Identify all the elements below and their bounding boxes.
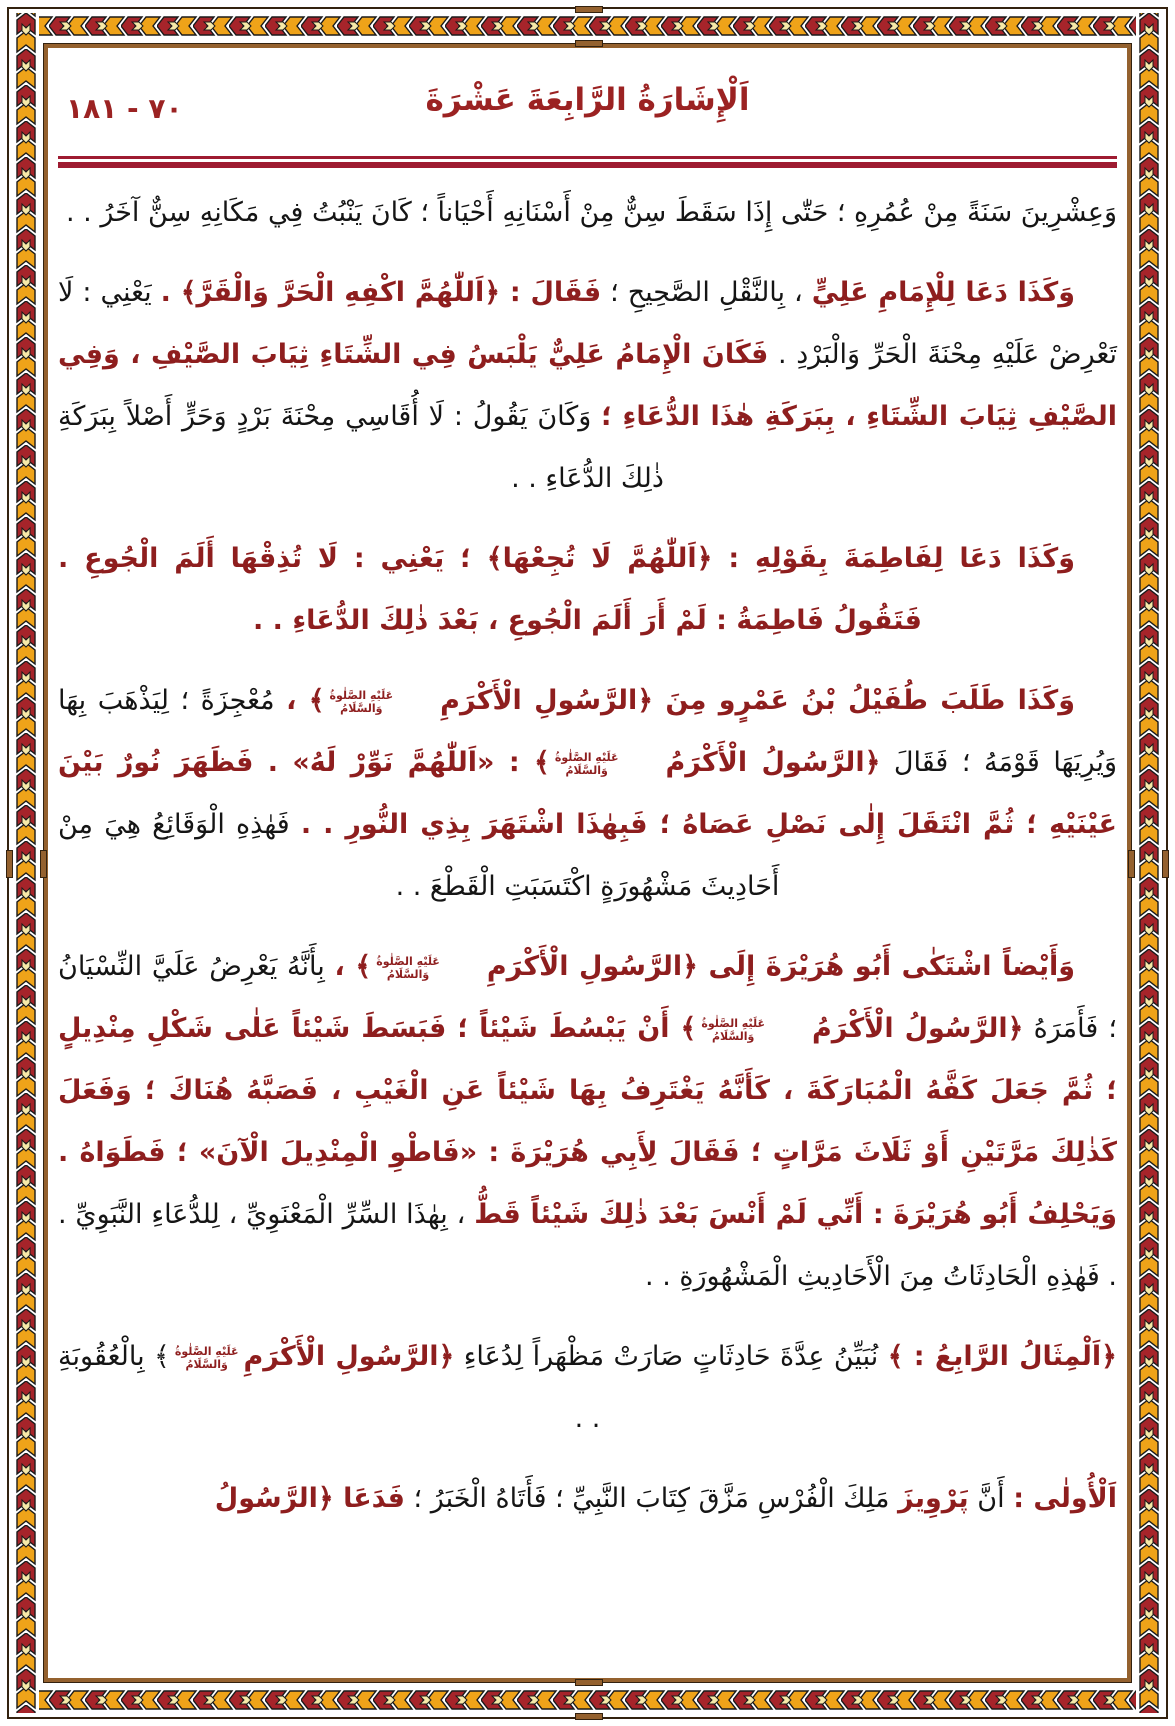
double-rule-divider <box>58 156 1117 168</box>
text-run: ﴾ ، <box>334 951 372 982</box>
chain-pattern-icon <box>13 1687 1162 1713</box>
page-title: اَلْإِشَارَةُ الرَّابِعَةَ عَشْرَةَ <box>425 82 750 118</box>
paragraph <box>58 1468 1117 1530</box>
paragraph <box>58 528 1117 652</box>
ornament-band-bottom <box>13 1687 1162 1713</box>
chain-pattern-icon <box>1136 13 1162 1713</box>
text-run: ، بِالنَّقْلِ الصَّحِيحِ ؛ <box>601 277 812 308</box>
page-number: ٧٠ - ١٨١ <box>66 92 183 125</box>
text-run: أَنَّ <box>968 1483 1014 1514</box>
text-run: ﴿اَلْمِثَالُ الرَّابِعُ : ﴾ <box>887 1341 1117 1372</box>
text-run: ﴾ ، <box>286 685 325 716</box>
chain-pattern-icon <box>13 13 39 1713</box>
page-header <box>58 68 1117 146</box>
ornament-band-right <box>1136 13 1162 1713</box>
text-run: فَدَعَا ﴿الرَّسُولُ <box>214 1483 405 1514</box>
text-run: مَلِكَ الْفُرْسِ مَزَّقَ كِتَابَ النَّبِيِّ ؛ فَأَتَاهُ الْخَبَرُ ؛ <box>404 1483 899 1514</box>
text-run: وَكَذَا دَعَا لِفَاطِمَةَ بِقَوْلِهِ : ﴿اَللّٰهُمَّ لَا تُجِعْهَا﴾ ؛ يَعْنِي : لَا تُذِقْهَا أَلَمَ الْجُوعِ . فَتَقُولُ فَاطِمَةُ : لَمْ أَرَ أَلَمَ الْجُوعِ ، بَعْدَ ذٰلِكَ الدُّعَاءِ . . <box>58 543 1075 636</box>
salawat-mark: عَلَيْهِ الصَّلٰوةُ وَالسَّلَامُ <box>376 954 440 981</box>
paragraph <box>58 1326 1117 1450</box>
text-run: يَعْنِي : لَا تَعْرِضْ عَلَيْهِ مِحْنَةَ الْحَرِّ وَالْبَرْدِ . <box>58 277 1118 370</box>
text-run: وَأَيْضاً اشْتَكٰى أَبُو هُرَيْرَةَ إِلَى ﴿الرَّسُولِ الْأَكْرَمِ <box>486 951 1075 982</box>
text-run: فَهٰذِهِ الْوَقَائِعُ هِيَ مِنْ أَحَادِيثَ مَشْهُورَةٍ اكْتَسَبَتِ الْقَطْعَ . . <box>58 809 780 902</box>
text-run: وَعِشْرِينَ سَنَةً مِنْ عُمُرِهِ ؛ حَتّٰى إِذَا سَقَطَ سِنٌّ مِنْ أَسْنَانِهِ أَحْيَاناً ؛ كَانَ يَنْبُتُ فِي مَكَانِهِ سِنٌّ آخَرُ . . <box>66 197 1117 228</box>
ornament-band-left <box>13 13 39 1713</box>
text-run: وَكَذَا طَلَبَ طُفَيْلُ بْنُ عَمْرٍو مِنَ ﴿الرَّسُولِ الْأَكْرَمِ <box>440 685 1075 716</box>
frame-tab-icon <box>575 40 603 47</box>
text-run: ﴾ بِالْعُقُوبَةِ . . <box>58 1341 601 1434</box>
text-run: پَرْوِيزَ <box>898 1483 969 1514</box>
body-text <box>58 182 1117 1530</box>
frame-tab-icon <box>575 6 603 13</box>
salawat-mark: عَلَيْهِ الصَّلٰوةُ وَالسَّلَامُ <box>174 1344 239 1371</box>
salawat-mark: عَلَيْهِ الصَّلٰوةُ وَالسَّلَامُ <box>554 750 619 777</box>
paragraph <box>58 182 1117 244</box>
frame-tab-icon <box>1162 850 1169 878</box>
frame-tab-icon <box>6 850 13 878</box>
text-run: ، بِهٰذَا السِّرِّ الْمَعْنَوِيِّ ، لِلدُّعَاءِ النَّبَوِيِّ . . فَهٰذِهِ الْحَادِثَاتُ مِنَ الْأَحَادِيثِ الْمَشْهُورَةِ . . <box>58 1199 1117 1292</box>
page-content <box>58 52 1117 1674</box>
paragraph <box>58 262 1117 510</box>
text-run: وَكَانَ يَقُولُ : لَا أُقَاسِي مِحْنَةَ بَرْدٍ وَحَرٍّ أَصْلاً بِبَرَكَةِ ذٰلِكَ الدُّعَاءِ . . <box>58 401 664 494</box>
text-run: مُعْجِزَةً ؛ لِيَذْهَبَ بِهَا وَيُرِيَهَا قَوْمَهُ ؛ فَقَالَ <box>58 685 1117 778</box>
text-run: ﴿الرَّسُولِ الْأَكْرَمِ <box>243 1341 455 1372</box>
text-run: فَكَانَ الْإِمَامُ عَلِيٌّ يَلْبَسُ فِي الشِّتَاءِ ثِيَابَ الصَّيْفِ ، وَفِي الصَّيْفِ ثِيَابَ الشِّتَاءِ ، بِبَرَكَةِ هٰذَا الدُّعَاءِ ؛ <box>58 339 1118 432</box>
frame-tab-icon <box>575 1679 603 1686</box>
text-run: اَلْأُولٰى : <box>1013 1483 1117 1514</box>
paragraph <box>58 936 1117 1308</box>
text-run: ﴿الرَّسُولُ الْأَكْرَمُ <box>811 1013 1024 1044</box>
text-run: ﴾ أَنْ يَبْسُطَ شَيْئاً ؛ فَبَسَطَ شَيْئاً عَلٰى شَكْلِ مِنْدِيلٍ ؛ ثُمَّ جَعَلَ كَفَّهُ الْمُبَارَكَةَ ، كَأَنَّهُ يَغْتَرِفُ بِهَا شَيْئاً عَنِ الْغَيْبِ ، فَصَبَّهُ هُنَاكَ ؛ وَفَعَلَ كَذٰلِكَ مَرَّتَيْنِ أَوْ ثَلَاثَ مَرَّاتٍ ؛ فَقَالَ لِأَبِي هُرَيْرَةَ : «فَاطْوِ الْمِنْدِيلَ الْآنَ» ؛ فَطَوَاهُ . وَيَحْلِفُ أَبُو هُرَيْرَةَ : أَنِّي لَمْ أَنْسَ بَعْدَ ذٰلِكَ شَيْئاً قَطُّ <box>58 1013 1117 1230</box>
text-run: وَكَذَا دَعَا لِلْإِمَامِ عَلِيٍّ <box>811 277 1076 308</box>
text-run: فَقَالَ : ﴿اَللّٰهُمَّ اكْفِهِ الْحَرَّ وَالْقَرَّ﴾ . <box>160 277 602 308</box>
paragraph <box>58 670 1117 918</box>
text-run: ﴾ : «اَللّٰهُمَّ نَوِّرْ لَهُ» . فَظَهَرَ نُورٌ بَيْنَ عَيْنَيْهِ ؛ ثُمَّ انْتَقَلَ إِلٰى نَصْلِ عَصَاهُ ؛ فَبِهٰذَا اشْتَهَرَ بِذِي النُّورِ . . <box>58 747 1117 840</box>
frame-tab-icon <box>1128 850 1135 878</box>
frame-tab-icon <box>40 850 47 878</box>
chain-pattern-icon <box>13 13 1162 39</box>
frame-tab-icon <box>575 1713 603 1720</box>
text-run: بِأَنَّهُ يَعْرِضُ عَلَيَّ النِّسْيَانُ ؛ فَأَمَرَهُ <box>58 951 1118 1044</box>
salawat-mark: عَلَيْهِ الصَّلٰوةُ وَالسَّلَامُ <box>701 1016 765 1043</box>
text-run: نُبَيِّنُ عِدَّةَ حَادِثَاتٍ صَارَتْ مَظْهَراً لِدُعَاءِ <box>454 1341 888 1372</box>
salawat-mark: عَلَيْهِ الصَّلٰوةُ وَالسَّلَامُ <box>329 688 394 715</box>
text-run: ﴿الرَّسُولُ الْأَكْرَمُ <box>665 747 881 778</box>
ornament-band-top <box>13 13 1162 39</box>
